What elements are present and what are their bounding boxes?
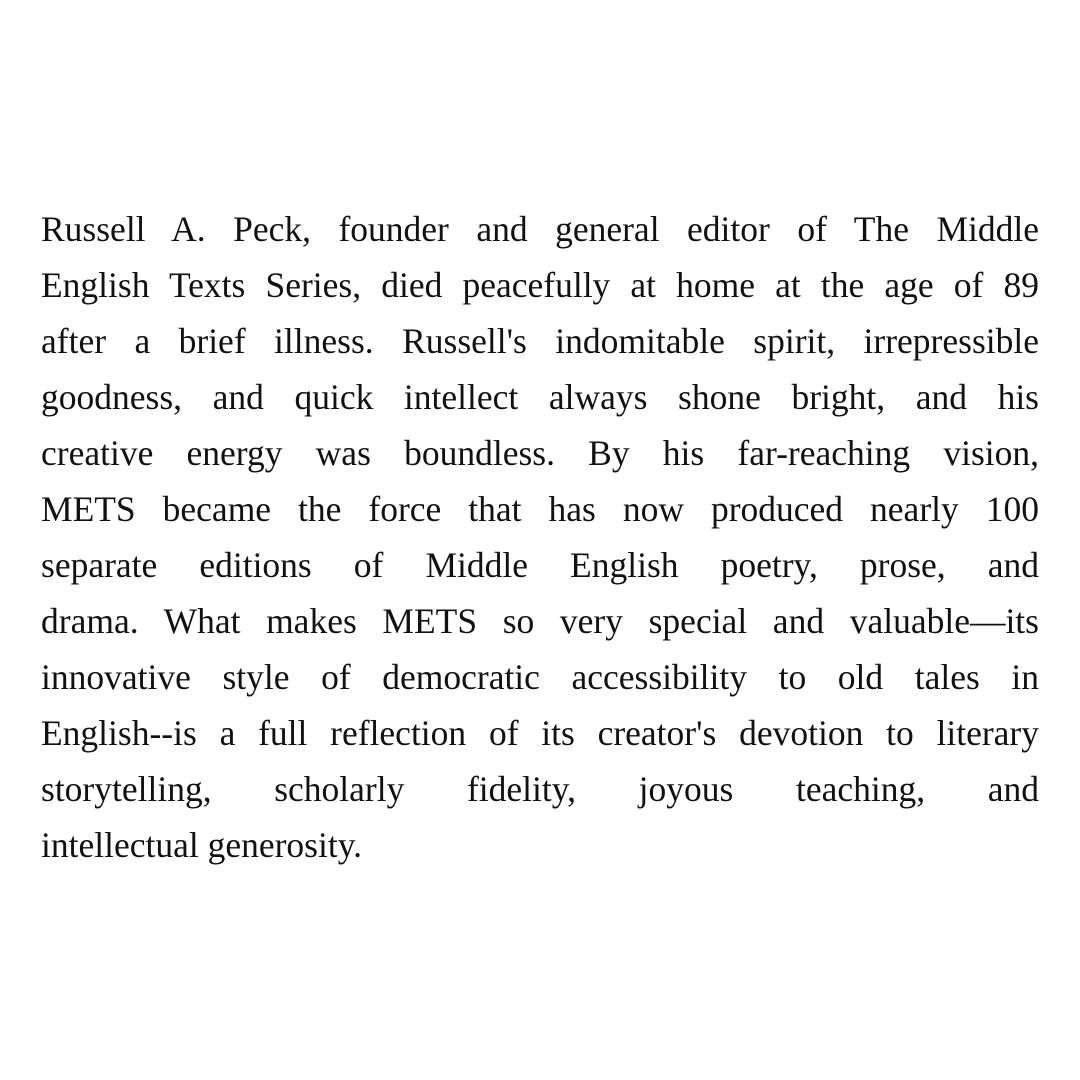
paragraph-line: English--is a full reflection of its creator's devotion to literary — [41, 713, 1039, 753]
paragraph-line: English Texts Series, died peacefully at home at the age of 89 — [41, 265, 1039, 305]
paragraph-line: after a brief illness. Russell's indomitable spirit, irrepressible — [41, 321, 1039, 361]
paragraph-line: Russell A. Peck, founder and general editor of The Middle — [41, 209, 1039, 249]
paragraph-line: creative energy was boundless. By his far-reaching vision, — [41, 433, 1039, 473]
paragraph-line: METS became the force that has now produced nearly 100 — [41, 489, 1039, 529]
paragraph-line: goodness, and quick intellect always shone bright, and his — [41, 377, 1039, 417]
paragraph-line: intellectual generosity. — [41, 825, 363, 865]
paragraph-line: drama. What makes METS so very special and valuable—its — [41, 601, 1039, 641]
paragraph-line: separate editions of Middle English poetry, prose, and — [41, 545, 1039, 585]
memorial-paragraph — [41, 201, 1039, 873]
paragraph-line: storytelling, scholarly fidelity, joyous teaching, and — [41, 769, 1039, 809]
paragraph-line: innovative style of democratic accessibility to old tales in — [41, 657, 1039, 697]
